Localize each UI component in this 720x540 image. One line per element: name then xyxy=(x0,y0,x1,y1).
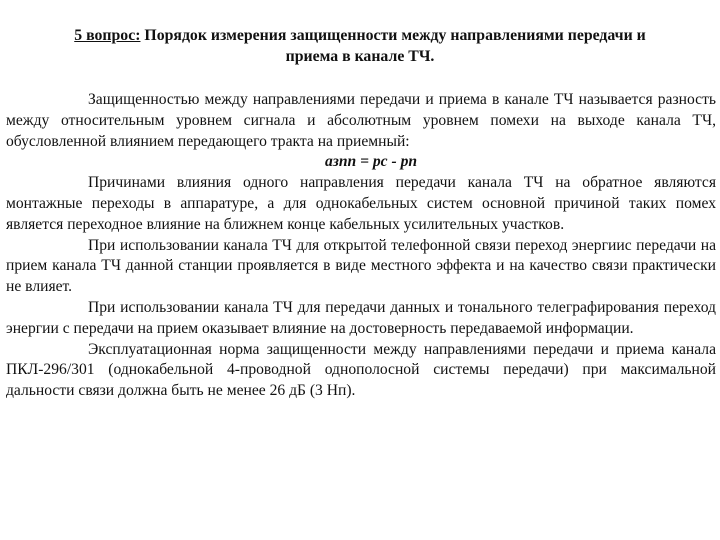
question-number-label: 5 вопрос: xyxy=(74,27,141,44)
question-heading xyxy=(20,25,700,67)
paragraph-telephone: При использовании канала ТЧ для открытой телефонной связи переход энергиис передачи на прием канала ТЧ данной станции проявляется в виде местного эффекта и на качество связи практически не влияет. xyxy=(6,236,716,296)
paragraph-causes: Причинами влияния одного направления передачи канала ТЧ на обратное являются монтажные переходы в аппаратуре, а для однокабельных систем основной причиной таких помех является переходное влияние на ближнем конце кабельных усилительных участков. xyxy=(6,174,716,233)
paragraph-norm: Эксплуатационная норма защищенности между направлениями передачи и приема канала ПКЛ-296/301 (однокабельной 4-проводной однополосной системы передачи) при максимальной дальности связи должна быть не менее 26 дБ (3 Нп). xyxy=(6,340,716,400)
paragraph-definition: Защищенностью между направлениями передачи и приема в канале ТЧ называется разность между относительным уровнем сигнала и абсолютным уровнем помехи на выходе канала ТЧ, обусловленной влиянием передающего тракта на приемный: xyxy=(6,91,716,150)
question-title-line1: Порядок измерения защищенности между направлениями передачи и xyxy=(144,27,646,44)
question-title-line2: приема в канале ТЧ. xyxy=(285,48,435,65)
body-text xyxy=(6,90,716,402)
formula: aзпп = pс - pп xyxy=(324,153,418,171)
paragraph-data-transmission: При использовании канала ТЧ для передачи данных и тонального телеграфирования переход энергии с передачи на прием оказывает влияние на достоверность передаваемой информации. xyxy=(6,298,716,337)
